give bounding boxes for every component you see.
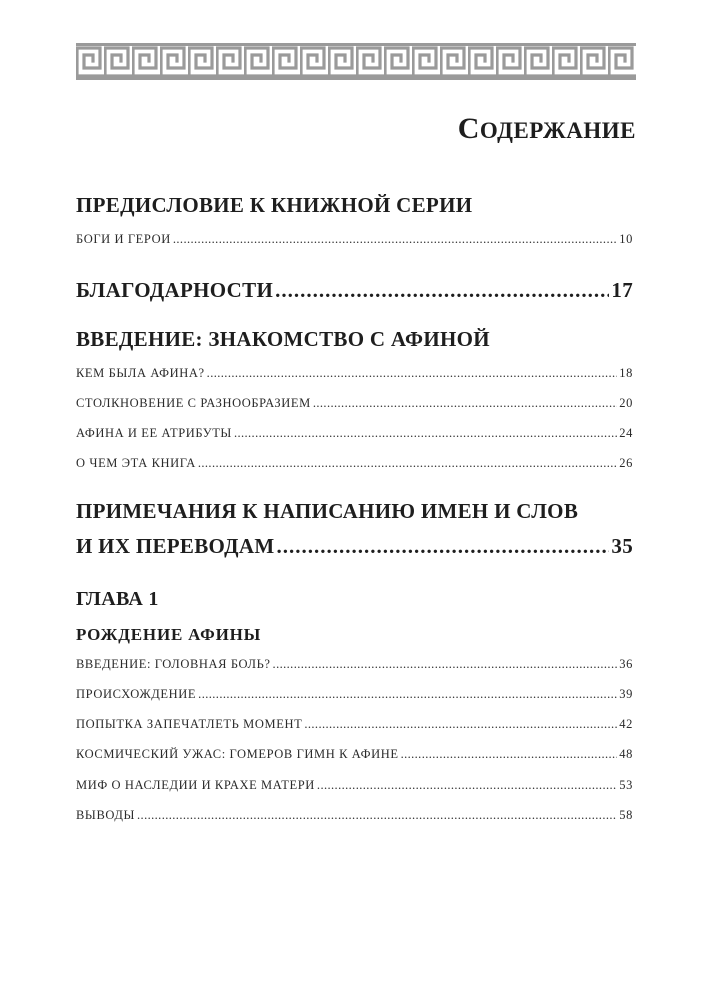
- toc-entry-page: 36: [619, 657, 633, 671]
- chapter-subtitle: РОЖДЕНИЕ АФИНЫ: [76, 625, 262, 644]
- toc-entry-page: 18: [619, 366, 633, 380]
- dot-leader: [173, 232, 617, 247]
- toc-entry[interactable]: [76, 808, 633, 823]
- toc-entry-title: БЛАГОДАРНОСТИ: [76, 278, 274, 302]
- toc-entry[interactable]: [76, 366, 633, 381]
- toc-entry[interactable]: [76, 717, 633, 732]
- toc-entry[interactable]: [76, 687, 633, 702]
- toc-entry[interactable]: [76, 778, 633, 793]
- toc-entry-title: СТОЛКНОВЕНИЕ С РАЗНООБРАЗИЕМ: [76, 396, 311, 410]
- toc-entry-page: 26: [619, 456, 633, 470]
- dot-leader: [273, 657, 618, 672]
- toc-entry-page: 24: [619, 426, 633, 440]
- toc-entry-title: О ЧЕМ ЭТА КНИГА: [76, 456, 196, 470]
- dot-leader: [276, 534, 609, 559]
- toc-entry-page: 35: [611, 534, 633, 558]
- toc-entry-title: КОСМИЧЕСКИЙ УЖАС: ГОМЕРОВ ГИМН К АФИНЕ: [76, 747, 399, 761]
- dot-leader: [313, 396, 617, 411]
- chapter-label: ГЛАВА 1: [76, 588, 159, 610]
- toc-entry[interactable]: [76, 396, 633, 411]
- section-heading-notes: ПРИМЕЧАНИЯ К НАПИСАНИЮ ИМЕН И СЛОВ: [76, 499, 579, 523]
- toc-entry-page: 42: [619, 717, 633, 731]
- toc-entry-title: ПРОИСХОЖДЕНИЕ: [76, 687, 197, 701]
- toc-entry[interactable]: [76, 232, 633, 247]
- dot-leader: [275, 278, 609, 303]
- greek-key-border: [76, 43, 636, 80]
- dot-leader: [234, 426, 617, 441]
- toc-entry-page: 10: [619, 232, 633, 246]
- toc-entry-title: И ИХ ПЕРЕВОДАМ: [76, 534, 275, 558]
- toc-entry-title: ВЫВОДЫ: [76, 808, 136, 822]
- toc-entry-page: 17: [611, 278, 633, 302]
- toc-entry-title: КЕМ БЫЛА АФИНА?: [76, 366, 205, 380]
- dot-leader: [207, 366, 618, 381]
- toc-entry-title: АФИНА И ЕЕ АТРИБУТЫ: [76, 426, 232, 440]
- toc-entry[interactable]: [76, 747, 633, 762]
- title-rest: ОДЕРЖАНИЕ: [479, 118, 636, 143]
- dot-leader: [304, 717, 617, 732]
- section-heading-preface: ПРЕДИСЛОВИЕ К КНИЖНОЙ СЕРИИ: [76, 193, 473, 217]
- toc-entry-thanks[interactable]: [76, 278, 633, 303]
- dot-leader: [137, 808, 617, 823]
- toc-entry-title: БОГИ И ГЕРОИ: [76, 232, 171, 246]
- dot-leader: [317, 778, 617, 793]
- dot-leader: [401, 747, 618, 762]
- toc-entry-page: 48: [619, 747, 633, 761]
- dot-leader: [198, 687, 617, 702]
- toc-entry-page: 58: [619, 808, 633, 822]
- toc-entry-title: ПОПЫТКА ЗАПЕЧАТЛЕТЬ МОМЕНТ: [76, 717, 303, 731]
- toc-entry-notes[interactable]: [76, 534, 633, 559]
- toc-entry-title: ВВЕДЕНИЕ: ГОЛОВНАЯ БОЛЬ?: [76, 657, 271, 671]
- toc-entry-page: 39: [619, 687, 633, 701]
- toc-entry-page: 20: [619, 396, 633, 410]
- toc-entry[interactable]: [76, 657, 633, 672]
- toc-entry[interactable]: [76, 426, 633, 441]
- page-title: [458, 112, 636, 146]
- title-initial: С: [457, 112, 480, 145]
- toc-entry-page: 53: [619, 778, 633, 792]
- toc-entry-title: МИФ О НАСЛЕДИИ И КРАХЕ МАТЕРИ: [76, 778, 315, 792]
- section-heading-intro: ВВЕДЕНИЕ: ЗНАКОМСТВО С АФИНОЙ: [76, 327, 490, 351]
- toc-entry[interactable]: [76, 456, 633, 471]
- dot-leader: [198, 456, 617, 471]
